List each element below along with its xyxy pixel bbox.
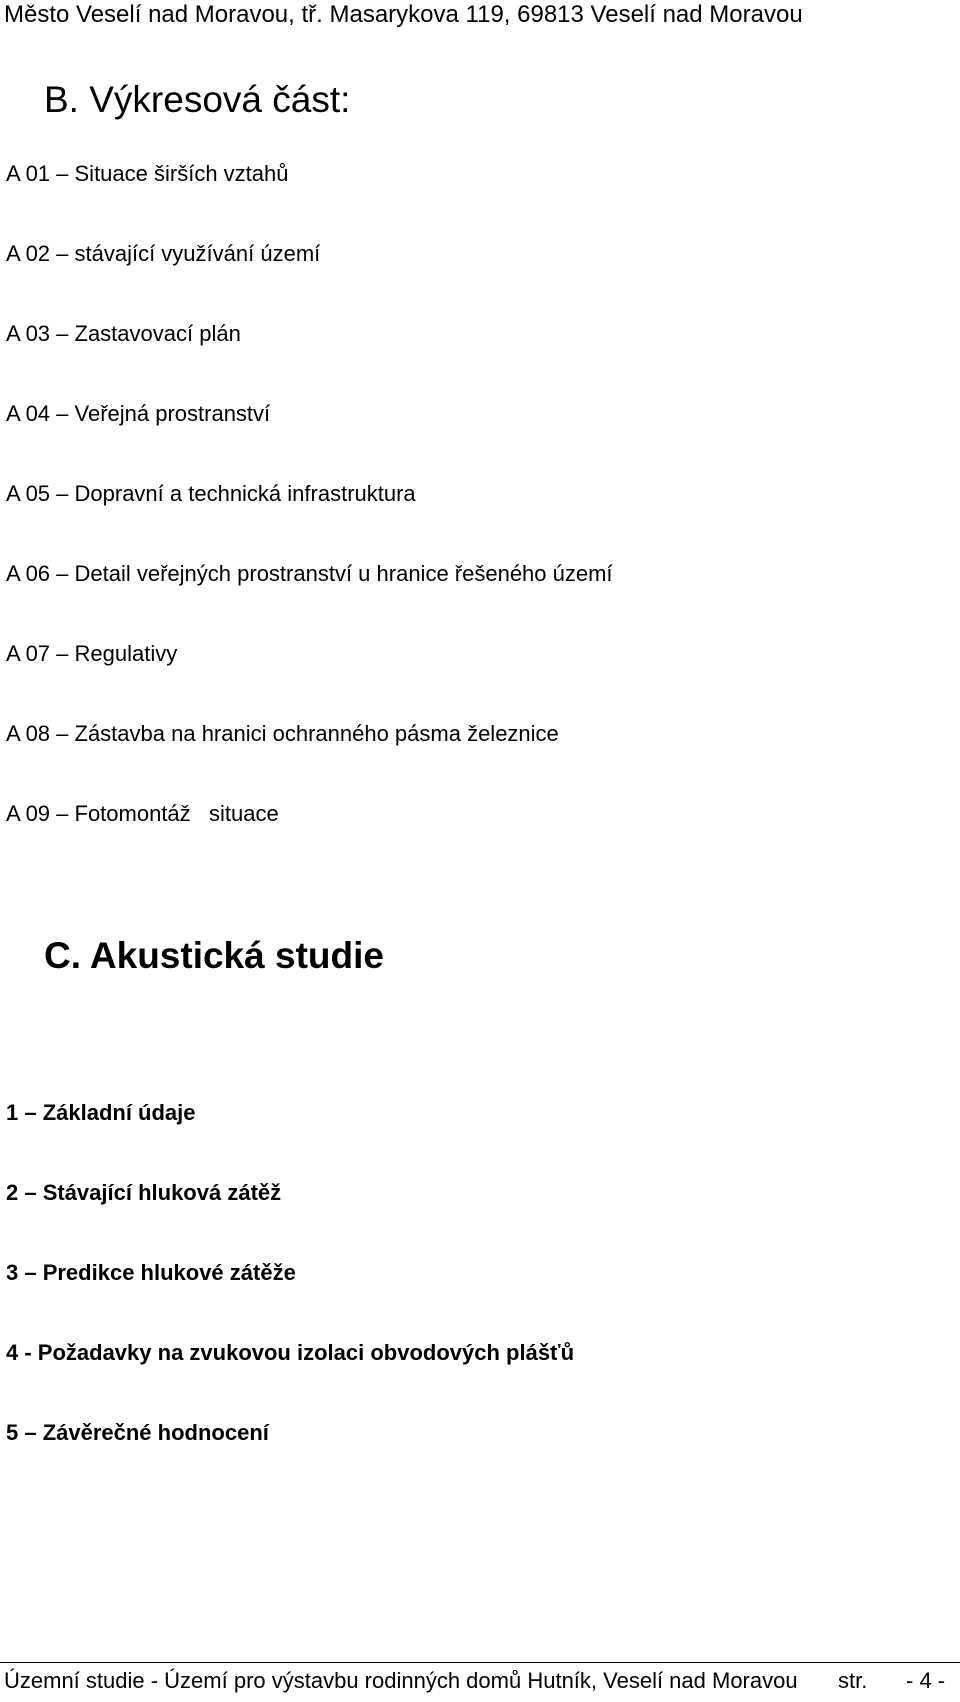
- section-c-heading: C. Akustická studie: [44, 935, 384, 976]
- list-item: 2 – Stávající hluková zátěž: [6, 1180, 282, 1205]
- list-item: A 01 – Situace širších vztahů: [6, 161, 289, 186]
- list-item: A 06 – Detail veřejných prostranství u hranice řešeného území: [6, 561, 613, 586]
- page-footer: [0, 1662, 960, 1697]
- footer-text: Územní studie - Území pro výstavbu rodinných domů Hutník, Veselí nad Moravou: [4, 1668, 798, 1693]
- list-item: A 02 – stávající využívání území: [6, 241, 321, 266]
- page-number: - 4 -: [906, 1668, 946, 1693]
- list-item: 3 – Predikce hlukové zátěže: [6, 1260, 296, 1285]
- page-header: Město Veselí nad Moravou, tř. Masarykova 119, 69813 Veselí nad Moravou: [4, 1, 803, 28]
- list-item: A 09 – Fotomontáž situace: [6, 801, 279, 826]
- section-b-heading: B. Výkresová část:: [44, 79, 351, 120]
- list-item: A 05 – Dopravní a technická infrastruktura: [6, 481, 416, 506]
- list-item: 5 – Závěrečné hodnocení: [6, 1420, 269, 1445]
- list-item: 4 - Požadavky na zvukovou izolaci obvodových plášťů: [6, 1340, 575, 1365]
- list-item: A 08 – Zástavba na hranici ochranného pásma železnice: [6, 721, 559, 746]
- list-item: A 07 – Regulativy: [6, 641, 178, 666]
- list-item: A 03 – Zastavovací plán: [6, 321, 241, 346]
- list-item: A 04 – Veřejná prostranství: [6, 401, 271, 426]
- list-item: 1 – Základní údaje: [6, 1100, 196, 1125]
- page-label: str.: [838, 1668, 868, 1693]
